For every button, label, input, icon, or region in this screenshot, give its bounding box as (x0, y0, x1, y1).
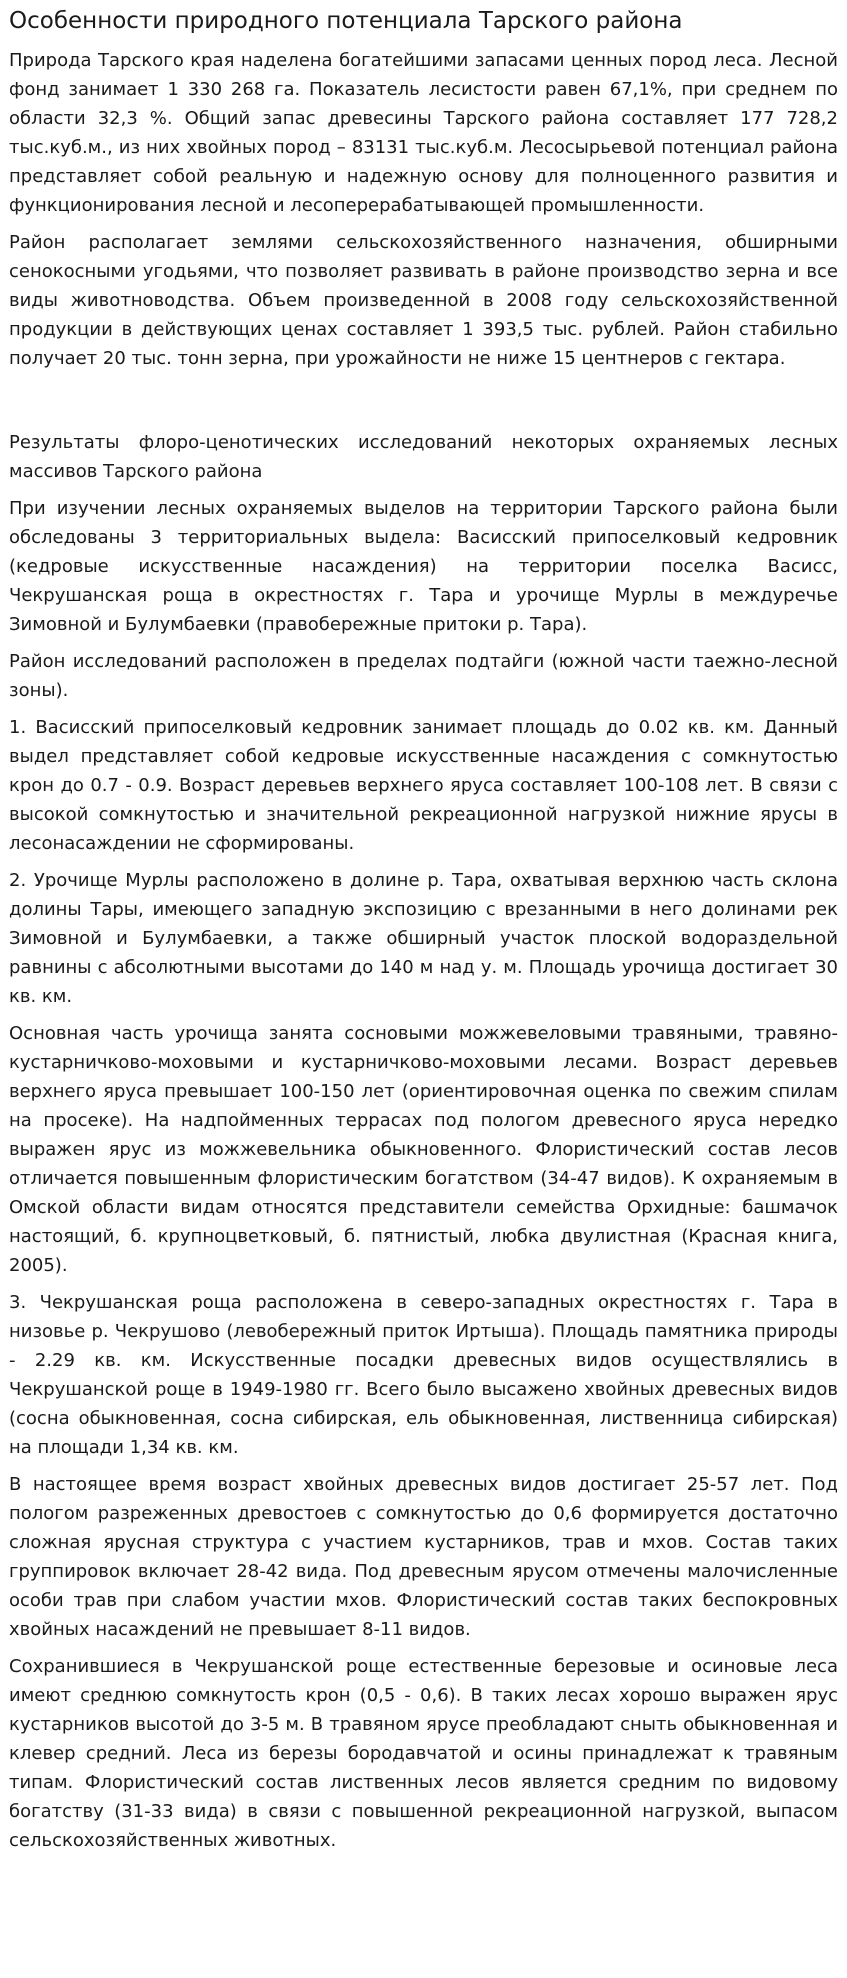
paragraph-agriculture: Район располагает землями сельскохозяйственного назначения, обширными сенокосными угодьями, что позволяет развивать в районе производство зерна и все виды животноводства. Объем произведенной в 2008 году сельскохозяйственной продукции в действующих ценах составляет 1 393,5 тыс. рублей. Район стабильно получает 20 тыс. тонн зерна, при урожайности не ниже 15 центнеров с гектара. (9, 232, 838, 369)
paragraph-conifer-age: В настоящее время возраст хвойных древесных видов достигает 25-57 лет. Под пологом разреженных древостоев с сомкнутостью до 0,6 формируется достаточно сложная ярусная структура с участием кустарников, трав и мхов. Состав таких группировок включает 28-42 вида. Под древесным ярусом отмечены малочисленные особи трав при слабом участии мхов. Флористический состав таких беспокровных хвойных насаждений не превышает 8-11 видов. (9, 1474, 838, 1640)
paragraph-murly-forests: Основная часть урочища занята сосновыми можжевеловыми травяными, травяно-кустарничково-моховыми и кустарничково-моховыми лесами. Возраст деревьев верхнего яруса превышает 100-150 лет (ориентировочная оценка по свежим спилам на просеке). На надпойменных террасах под пологом древесного яруса нередко выражен ярус из можжевельника обыкновенного. Флористический состав лесов отличается повышенным флористическим богатством (34-47 видов). К охраняемым в Омской области видам относятся представители семейства Орхидные: башмачок настоящий, б. крупноцветковый, б. пятнистый, любка двулистная (Красная книга, 2005). (9, 1023, 838, 1276)
paragraph-murly-tract: 2. Урочище Мурлы расположено в долине р. Тара, охватывая верхнюю часть склона долины Тары, имеющего западную экспозицию с врезанными в него долинами рек Зимовной и Булумбаевки, а также обширный участок плоской водораздельной равнины с абсолютными высотами до 140 м над у. м. Площадь урочища достигает 30 кв. км. (9, 870, 838, 1007)
paragraph-birch-aspen-forests: Сохранившиеся в Чекрушанской роще естественные березовые и осиновые леса имеют среднюю сомкнутость крон (0,5 - 0,6). В таких лесах хорошо выражен ярус кустарников высотой до 3-5 м. В травяном ярусе преобладают сныть обыкновенная и клевер средний. Леса из березы бородавчатой и осины принадлежат к травяным типам. Флористический состав лиственных лесов является средним по видовому богатству (31-33 вида) в связи с повышенной рекреационной нагрузкой, выпасом сельскохозяйственных животных. (9, 1656, 838, 1851)
section-spacer (9, 381, 838, 428)
paragraph-study-areas: При изучении лесных охраняемых выделов на территории Тарского района были обследованы 3 территориальных выдела: Васисский припоселковый кедровник (кедровые искусственные насаждения) на территории поселка Васисс, Чекрушанская роща в окрестностях г. Тара и урочище Мурлы в междуречье Зимовной и Булумбаевки (правобережные притоки р. Тара). (9, 498, 838, 635)
paragraph-research-zone: Район исследований расположен в пределах подтайги (южной части таежно-лесной зоны). (9, 651, 838, 701)
paragraph-forest-resources: Природа Тарского края наделена богатейшими запасами ценных пород леса. Лесной фонд занимает 1 330 268 га. Показатель лесистости равен 67,1%, при среднем по области 32,3 %. Общий запас древесины Тарского района составляет 177 728,2 тыс.куб.м., из них хвойных пород – 83131 тыс.куб.м. Лесосырьевой потенциал района представляет собой реальную и надежную основу для полноценного развития и функционирования лесной и лесоперерабатывающей промышленности. (9, 50, 838, 216)
section-natural-potential (9, 46, 838, 373)
paragraph-chekrushan-grove: 3. Чекрушанская роща расположена в северо-западных окрестностях г. Тара в низовье р. Чекрушово (левобережный приток Иртыша). Площадь памятника природы - 2.29 кв. км. Искусственные посадки древесных видов осуществлялись в Чекрушанской роще в 1949-1980 гг. Всего было высажено хвойных древесных видов (сосна обыкновенная, сосна сибирская, ель обыкновенная, лиственница сибирская) на площади 1,34 кв. км. (9, 1292, 838, 1458)
page-title: Особенности природного потенциала Тарского района (9, 8, 683, 34)
section-research-results (9, 428, 838, 1855)
paragraph-vasis-cedar-grove: 1. Васисский припоселковый кедровник занимает площадь до 0.02 кв. км. Данный выдел представляет собой кедровые искусственные насаждения с сомкнутостью крон до 0.7 - 0.9. Возраст деревьев верхнего яруса составляет 100-108 лет. В связи с высокой сомкнутостью и значительной рекреационной нагрузкой нижние ярусы в лесонасаждении не сформированы. (9, 717, 838, 854)
section-heading: Результаты флоро-ценотических исследований некоторых охраняемых лесных массивов Тарского района (9, 432, 838, 482)
